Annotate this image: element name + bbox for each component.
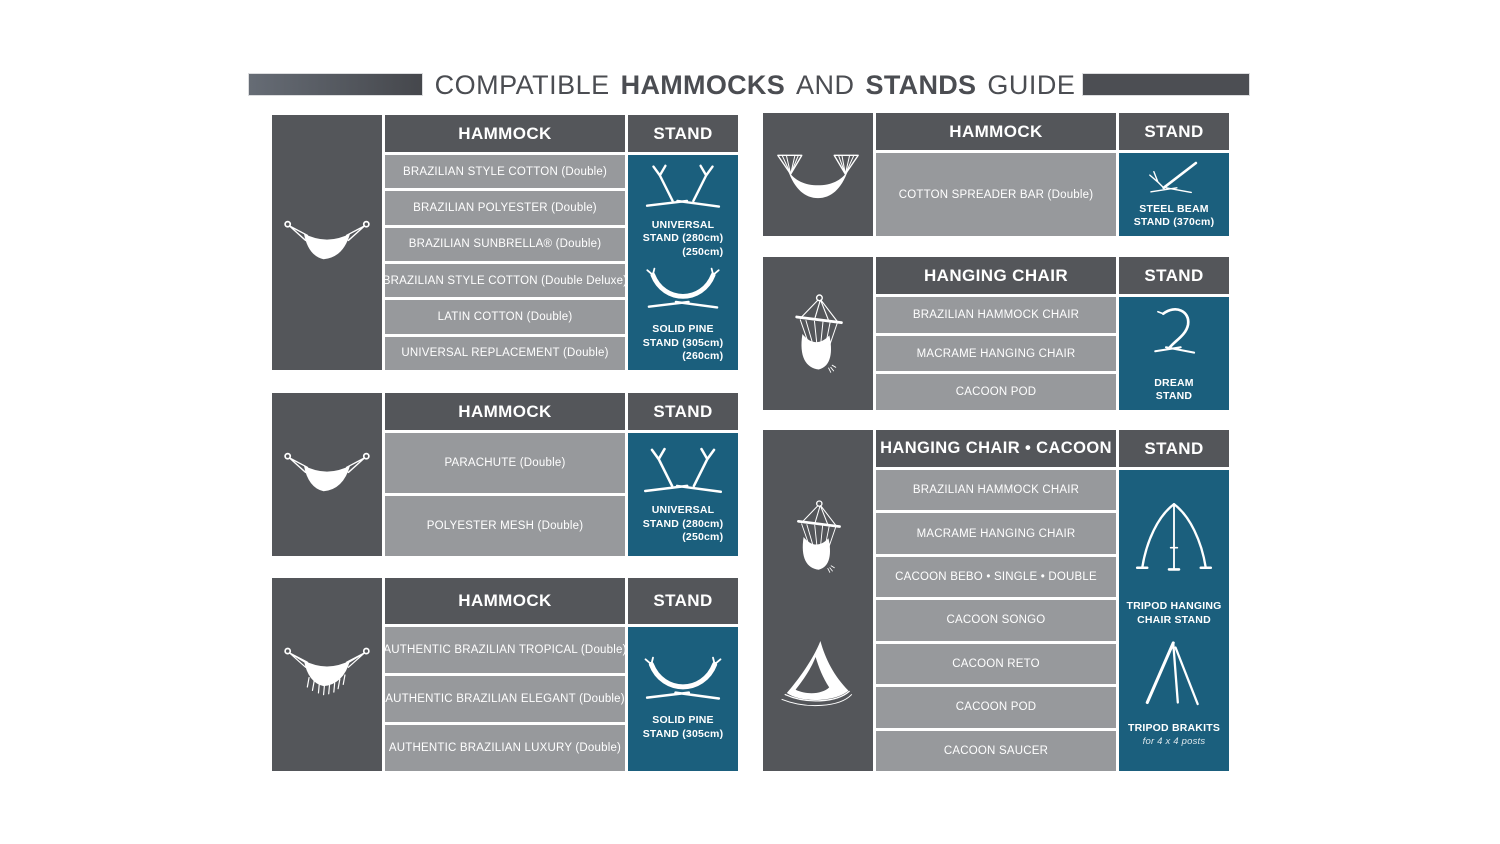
tripod-hanging-chair-stand-icon <box>1128 492 1220 590</box>
spreader-bar-compat-table <box>763 113 1229 236</box>
hanging-chair-column-header: HANGING CHAIR <box>876 257 1116 294</box>
title-word: COMPATIBLE <box>434 69 610 100</box>
hammock-row: LATIN COTTON (Double) <box>385 300 625 333</box>
hammock-icon-cell <box>763 113 873 236</box>
hammock-row: AUTHENTIC BRAZILIAN LUXURY (Double) <box>385 725 625 771</box>
hammock-row: BRAZILIAN SUNBRELLA® (Double) <box>385 228 625 261</box>
title-word: GUIDE <box>987 69 1076 100</box>
hammock-row: AUTHENTIC BRAZILIAN TROPICAL (Double) <box>385 627 625 673</box>
hanging-chair-cacoon-column-header: HANGING CHAIR • CACOON <box>876 430 1116 467</box>
cacoon-icon <box>774 637 862 717</box>
stand-cell <box>1119 297 1229 410</box>
stand-label: DREAM STAND <box>1154 376 1194 403</box>
stand-cell <box>1119 470 1229 771</box>
hammock-row: PARACHUTE (Double) <box>385 433 625 493</box>
hanging-chair-icon <box>779 278 857 390</box>
authentic-brazilian-compat-table <box>272 578 738 771</box>
hammock-row: BRAZILIAN STYLE COTTON (Double) <box>385 155 625 188</box>
cacoon-row: CACOON POD <box>876 687 1116 727</box>
title-word-hammocks: HAMMOCKS <box>620 69 786 100</box>
parachute-hammock-compat-table <box>272 393 738 556</box>
stand-label: SOLID PINE STAND (305cm) (260cm) <box>642 323 724 363</box>
hanging-chair-cacoon-icon-cell <box>763 430 873 771</box>
fringed-hammock-icon <box>280 639 374 711</box>
stand-cell <box>628 155 738 370</box>
stand-cell <box>628 627 738 771</box>
hammock-column-header: HAMMOCK <box>385 393 625 430</box>
stand-column-header: STAND <box>628 115 738 152</box>
cacoon-row: CACOON SONGO <box>876 600 1116 640</box>
solid-pine-stand-icon <box>640 267 726 315</box>
stand-label: TRIPOD HANGING CHAIR STAND <box>1126 600 1222 626</box>
stand-column-header: STAND <box>1119 257 1229 294</box>
stand-label: STEEL BEAM STAND (370cm) <box>1133 202 1215 229</box>
stand-note: for 4 x 4 posts <box>1142 736 1206 748</box>
hammock-icon-cell <box>272 393 382 556</box>
stand-column-header: STAND <box>1119 430 1229 467</box>
hanging-chair-cacoon-compat-table <box>763 430 1229 771</box>
hammock-row: BRAZILIAN POLYESTER (Double) <box>385 191 625 224</box>
spreader-bar-hammock-icon <box>771 144 865 206</box>
hanging-chair-compat-table <box>763 257 1229 410</box>
cacoon-row: CACOON BEBO • SINGLE • DOUBLE <box>876 557 1116 597</box>
title-bar-right <box>1082 73 1250 96</box>
hammock-icon-cell <box>272 115 382 370</box>
hammock-column-header: HAMMOCK <box>385 578 625 624</box>
stand-cell <box>628 433 738 556</box>
stand-label: UNIVERSAL STAND (280cm) (250cm) <box>642 504 724 544</box>
title-word: AND <box>796 69 855 100</box>
universal-stand-icon <box>640 444 726 496</box>
hanging-chair-icon-cell <box>763 257 873 410</box>
hammock-row: BRAZILIAN STYLE COTTON (Double Deluxe) <box>385 264 625 297</box>
hanging-chair-row: MACRAME HANGING CHAIR <box>876 513 1116 553</box>
hanging-chair-row: BRAZILIAN HAMMOCK CHAIR <box>876 470 1116 510</box>
hanging-chair-row: CACOON POD <box>876 374 1116 410</box>
stand-column-header: STAND <box>628 393 738 430</box>
hammock-icon-cell <box>272 578 382 771</box>
hammock-row: COTTON SPREADER BAR (Double) <box>876 153 1116 236</box>
stand-column-header: STAND <box>628 578 738 624</box>
stand-label: SOLID PINE STAND (305cm) <box>642 714 724 740</box>
stand-column-header: STAND <box>1119 113 1229 150</box>
hammock-row: UNIVERSAL REPLACEMENT (Double) <box>385 337 625 370</box>
hanging-chair-icon <box>782 485 854 589</box>
hanging-chair-row: BRAZILIAN HAMMOCK CHAIR <box>876 297 1116 333</box>
hammock-icon <box>280 213 374 273</box>
title-bar-left <box>248 73 423 96</box>
stand-label: UNIVERSAL STAND (280cm) (250cm) <box>642 218 724 258</box>
hammock-column-header: HAMMOCK <box>876 113 1116 150</box>
dream-stand-icon <box>1134 303 1214 369</box>
universal-stand-icon <box>640 161 726 211</box>
stand-label: TRIPOD BRAKITS for 4 x 4 posts <box>1127 721 1221 748</box>
hammock-icon <box>280 445 374 505</box>
solid-pine-stand-icon <box>640 656 726 706</box>
hammock-row: POLYESTER MESH (Double) <box>385 496 625 556</box>
stand-cell <box>1119 153 1229 236</box>
hanging-chair-row: MACRAME HANGING CHAIR <box>876 336 1116 372</box>
title-word-stands: STANDS <box>865 69 977 100</box>
brazilian-hammock-compat-table <box>272 115 738 370</box>
page-title <box>425 67 1085 103</box>
hammock-column-header: HAMMOCK <box>385 115 625 152</box>
steel-beam-stand-icon <box>1131 159 1217 195</box>
cacoon-row: CACOON SAUCER <box>876 731 1116 771</box>
cacoon-row: CACOON RETO <box>876 644 1116 684</box>
hammock-row: AUTHENTIC BRAZILIAN ELEGANT (Double) <box>385 676 625 722</box>
tripod-brakits-icon <box>1132 638 1216 712</box>
